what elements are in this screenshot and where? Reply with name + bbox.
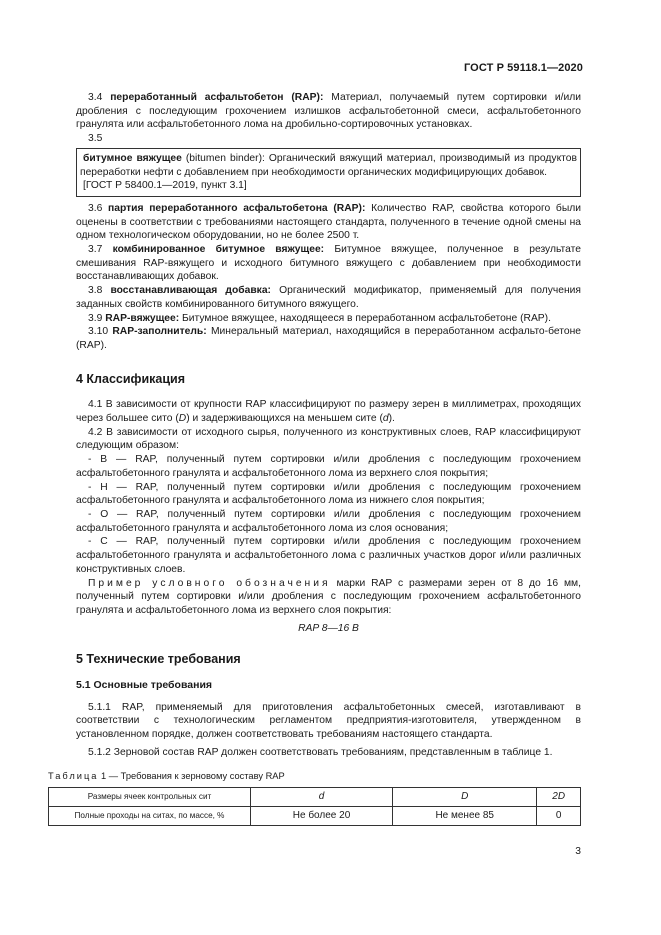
text-part: ) и задерживающихся на меньшем сите ( — [186, 413, 383, 425]
term: RAP-заполнитель: — [112, 326, 207, 338]
clause-4-2: 4.2 В зависимости от исходного сырья, полученного из конструктивных слоев, RAP классифицируют следующим образом: — [76, 426, 581, 452]
section-5-heading: 5 Технические требования — [76, 652, 241, 667]
clause-number: 3.6 — [88, 202, 103, 214]
term: битумное вяжущее — [83, 152, 182, 164]
clause-3-5-number: 3.5 — [88, 133, 103, 145]
term: RAP-вяжущее: — [105, 312, 180, 324]
example-text: марки RAP с размерами зерен от 8 до 16 мм, полученный путем сортировки и/или дробления с последующим грохочением асфальтобетонного гранулята и асфальтобетонного лома из верхнего слоя покрытия: — [76, 577, 581, 616]
definition: Минеральный материал, находящийся в переработанном асфальто-бетоне (RAP). — [76, 326, 581, 351]
clause-5-1-1: 5.1.1 RAP, применяемый для приготовления асфальтобетонных смесей, изготавливают в соответствии с технологическим регламентом предприятия-изготовителя, утвержденном в установленном порядке, должен соответствовать требованиям настоящего стандарта. — [76, 701, 581, 741]
definition: Битумное вяжущее, находящееся в переработанном асфальтобетоне (RAP). — [182, 312, 551, 324]
table-cell — [537, 788, 581, 807]
table-cell: Полные проходы на ситах, по массе, % — [49, 807, 251, 826]
symbol-D: D — [461, 791, 469, 803]
term: переработанный асфальтобетон (RAP): — [110, 92, 324, 103]
term: партия переработанного асфальтобетона (RAP): — [108, 202, 366, 214]
list-item: - Н — RAP, полученный путем сортировки и/или дробления с последующим грохочением асфальтобетонного гранулята и асфальтобетонного лома из нижнего слоя покрытия; — [76, 481, 581, 507]
table-caption — [48, 770, 581, 784]
text-part: 4.1 В зависимости от крупности RAP классифицируют по размеру зерен в миллиметрах, проходящих через большее сито ( — [76, 399, 581, 425]
clause-number: 3.4 — [88, 92, 103, 103]
clause-3-6 — [76, 202, 581, 243]
example-label: Пример условного обозначения — [88, 577, 331, 589]
definition: Битумное вяжущее, полученное в результате смешивания RAP-вяжущего и исходного битумного вяжущего с добавлением при необходимости восстанавливающих добавок. — [76, 244, 581, 283]
clause-3-10 — [76, 325, 581, 352]
clause-3-8 — [76, 284, 581, 311]
table-cell — [393, 788, 537, 807]
section-4-heading: 4 Классификация — [76, 371, 186, 386]
definition: (bitumen binder): Органический вяжущий материал, производимый из продуктов переработки нефти с добавлением при необходимости органических модифицирующих добавок. — [80, 152, 577, 178]
table-cell — [251, 788, 393, 807]
clause-3-7 — [76, 243, 581, 284]
table-caption-text: 1 — Требования к зерновому составу RAP — [101, 770, 285, 781]
symbol-D: D — [178, 413, 187, 425]
symbol-d: d — [382, 413, 389, 425]
table-cell: 0 — [537, 807, 581, 826]
table-cell: Не более 20 — [251, 807, 393, 826]
definition: Количество RAP, свойства которого были оценены в соответствии с требованиями настоящего стандарта, полученного в течение одной смены на одном технологическом оборудовании, но не более 2500 т. — [76, 202, 581, 242]
table-cell: Не менее 85 — [393, 807, 537, 826]
list-item: - С — RAP, полученный путем сортировки и/или дробления с последующим грохочением асфальтобетонного гранулята и асфальтобетонного лома с различных участков дорог и/или различных конструктивных слоев. — [76, 536, 581, 575]
text-part: ). — [388, 413, 395, 425]
clause-number: 3.10 — [88, 326, 109, 338]
clause-number: 3.8 — [88, 285, 103, 297]
symbol-d: d — [318, 791, 325, 803]
clause-number: 3.7 — [88, 244, 103, 256]
page-number: 3 — [575, 846, 581, 857]
table-row — [49, 807, 581, 826]
clause-3-9 — [76, 312, 581, 326]
term: комбинированное битумное вяжущее: — [112, 244, 325, 256]
table-row — [49, 788, 581, 807]
document-header-id: ГОСТ Р 59118.1—2020 — [463, 62, 583, 74]
designation-formula: RAP 8—16 В — [298, 622, 359, 634]
definition: Материал, получаемый путем сортировки и/или дробления с последующим грохочением излишков асфальтобетонной смеси, асфальтобетонного гранулята или асфальтобетонного лома на дробильно-сортировочных установках. — [76, 92, 581, 131]
symbol-2D: 2D — [552, 791, 566, 803]
quoted-definition-box — [76, 148, 581, 197]
definition: Органический модификатор, применяемый для получения заданных свойств комбинированного битумного вяжущего. — [76, 285, 581, 310]
designation-example — [76, 577, 581, 618]
definition-source: [ГОСТ Р 58400.1—2019, пункт 3.1] — [83, 180, 247, 192]
clause-3-5 — [80, 152, 577, 179]
list-item: - О — RAP, полученный путем сортировки и/или дробления с последующим грохочением асфальтобетонного гранулята и асфальтобетонного лома из слоя основания; — [76, 508, 581, 534]
clause-number: 3.9 — [88, 312, 103, 324]
clause-5-1-2: 5.1.2 Зерновой состав RAP должен соответствовать требованиям, представленным в таблице 1. — [88, 746, 553, 758]
clause-3-4 — [76, 91, 581, 132]
grain-composition-table — [48, 787, 581, 826]
term: восстанавливающая добавка: — [110, 285, 271, 297]
list-item: - В — RAP, полученный путем сортировки и/или дробления с последующим грохочением асфальтобетонного гранулята и асфальтобетонного лома из верхнего слоя покрытия; — [76, 454, 581, 479]
table-caption-label: Таблица — [48, 770, 99, 781]
clause-4-1 — [76, 398, 581, 425]
document-body — [48, 91, 581, 826]
table-cell: Размеры ячеек контрольных сит — [49, 788, 251, 807]
subsection-5-1-heading: 5.1 Основные требования — [76, 679, 213, 692]
